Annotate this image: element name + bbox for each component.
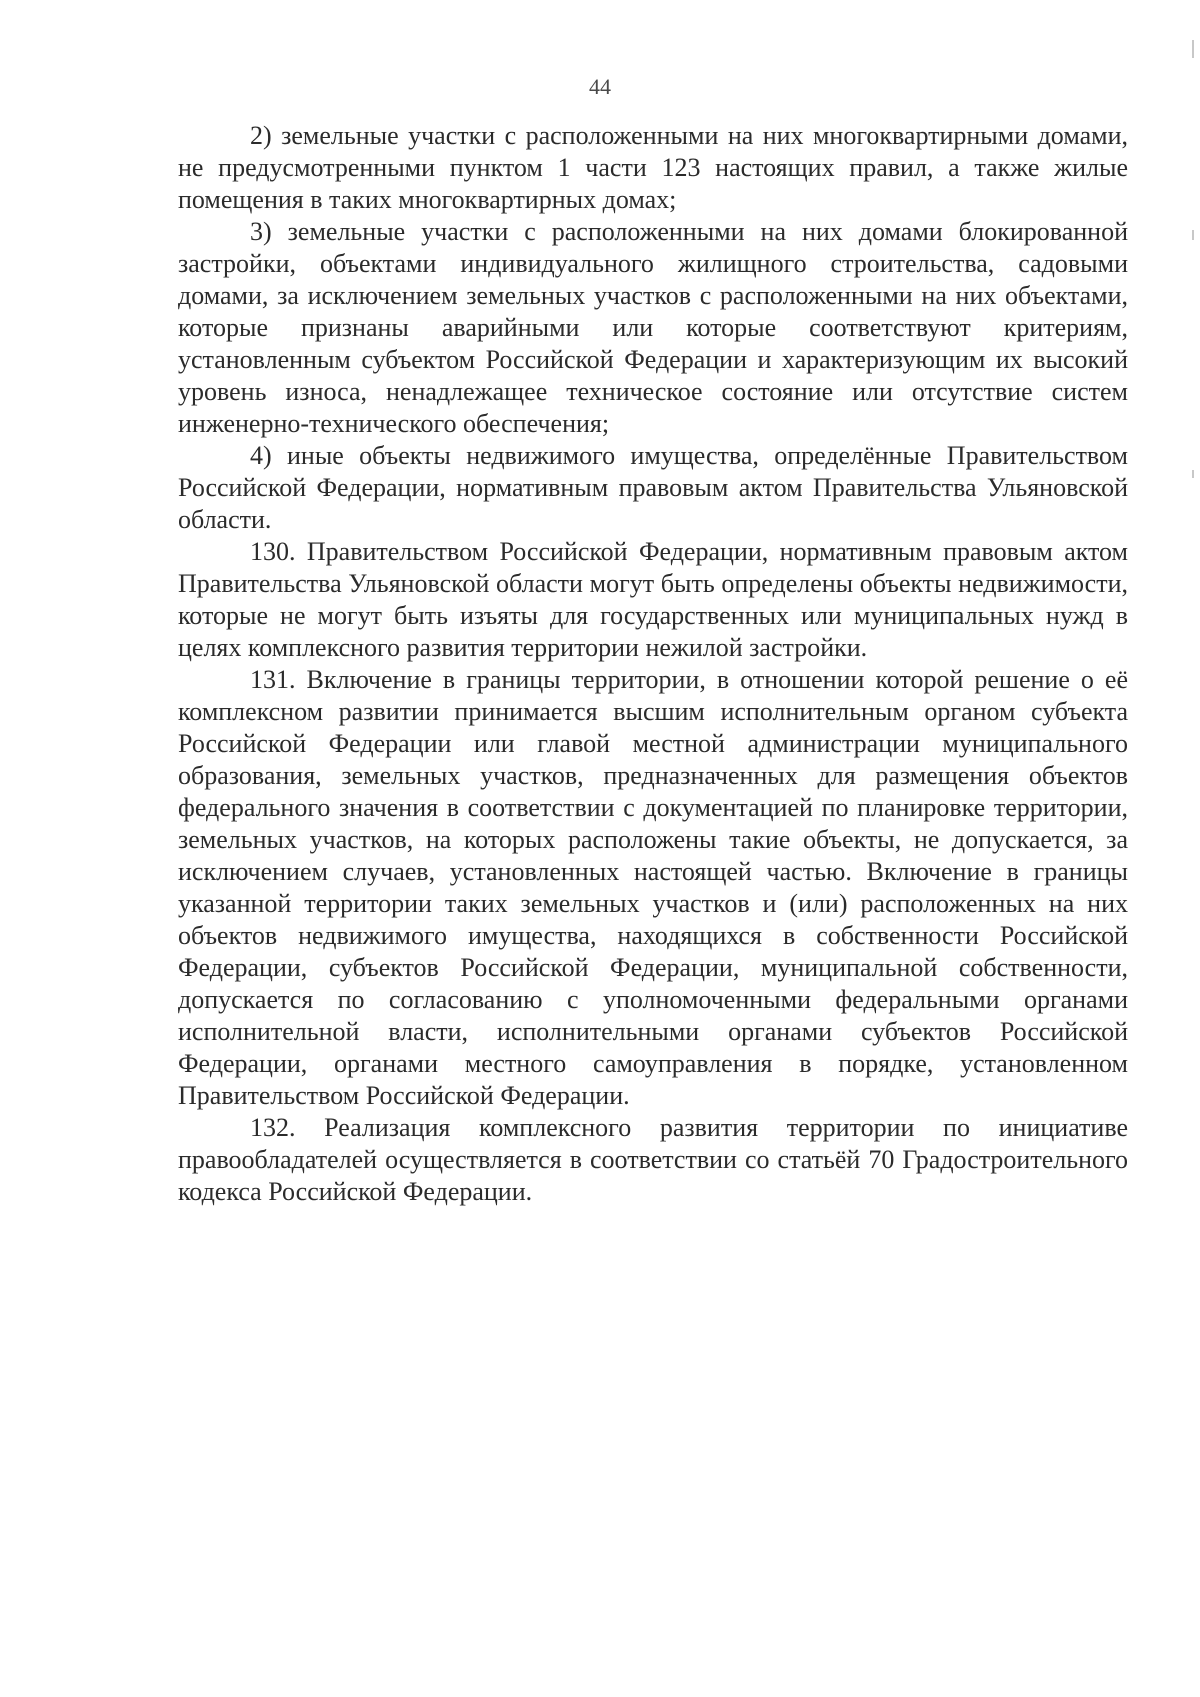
paragraph-item-3: 3) земельные участки с расположенными на них домами блокированной застройки, объектами индивидуального жилищного строительства, садовыми домами, за исключением земельных участков с расположенными на них объектами, которые признаны аварийными или которые соответствуют критериям, установленным субъектом Российской Федерации и характеризующим их высокий уровень износа, ненадлежащее техническое состояние или отсутствие систем инженерно-технического обеспечения; <box>178 217 1128 438</box>
scan-edge-mark <box>1192 40 1194 58</box>
paragraph-item-4: 4) иные объекты недвижимого имущества, определённые Правительством Российской Федерации, нормативным правовым актом Правительства Ульяновской области. <box>178 441 1128 534</box>
scan-edge-mark <box>1192 230 1194 240</box>
paragraph-131: 131. Включение в границы территории, в отношении которой решение о её комплексном развитии принимается высшим исполнительным органом субъекта Российской Федерации или главой местной администрации муниципального образования, земельных участков, предназначенных для размещения объектов федерального значения в соответствии с документацией по планировке территории, земельных участков, на которых расположены такие объекты, не допускается, за исключением случаев, установленных настоящей частью. Включение в границы указанной территории таких земельных участков и (или) расположенных на них объектов недвижимого имущества, находящихся в собственности Российской Федерации, субъектов Российской Федерации, муниципальной собственности, допускается по согласованию с уполномоченными федеральными органами исполнительной власти, исполнительными органами субъектов Российской Федерации, органами местного самоуправления в порядке, установленном Правительством Российской Федерации. <box>178 665 1128 1110</box>
paragraph-item-2: 2) земельные участки с расположенными на них многоквартирными домами, не предусмотренными пунктом 1 части 123 настоящих правил, а также жилые помещения в таких многоквартирных домах; <box>178 121 1128 214</box>
scan-edge-mark <box>1192 470 1194 478</box>
page-number: 44 <box>589 74 611 99</box>
paragraph-132: 132. Реализация комплексного развития территории по инициативе правообладателей осуществляется в соответствии со статьёй 70 Градостроительного кодекса Российской Федерации. <box>178 1113 1128 1206</box>
document-body <box>178 120 1128 1208</box>
paragraph-130: 130. Правительством Российской Федерации, нормативным правовым актом Правительства Ульяновской области могут быть определены объекты недвижимости, которые не могут быть изъяты для государственных или муниципальных нужд в целях комплексного развития территории нежилой застройки. <box>178 537 1128 662</box>
